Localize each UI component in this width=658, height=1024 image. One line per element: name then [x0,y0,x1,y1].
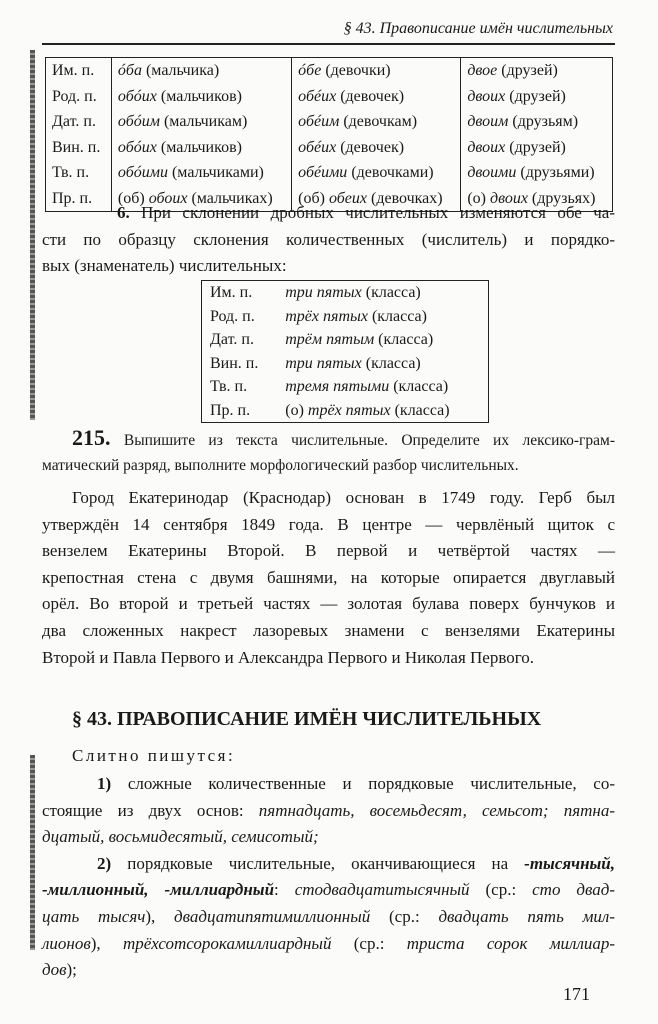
emphasis-text: óбе [298,62,322,79]
emphasis-text: обеих [328,189,367,207]
text-run: (ср.: [388,906,420,926]
text-run: два сложенных накрест лазоревых знамени с вензелями Екатерины [42,620,615,640]
emphasis-text: 2) [97,853,112,873]
declension-table-oba-dvoe [45,57,613,212]
case-label: Дат. п. [210,331,254,348]
text-run: (девочек) [340,138,405,156]
text-line [42,565,615,592]
text-run: (мальчика) [145,62,220,79]
text-line [42,227,615,254]
text-run: (мальчиков) [160,138,242,156]
table-cell [277,399,488,423]
text-run: (друзьям) [512,113,579,130]
text-run: (друзей) [509,87,566,105]
table-cell [277,305,488,329]
emphasis-text: цать тысяч [42,906,146,926]
text-run: Город Екатеринодар (Краснодар) основан в 1749 году. Герб был [72,488,615,507]
text-run: (класса) [371,307,427,325]
exercise-215 [42,424,615,480]
text-line [42,538,615,565]
case-label: Дат. п. [52,113,96,130]
text-line [42,591,615,618]
exercise-number: 215. [72,425,111,450]
emphasis-text: лионов [42,933,91,953]
page-number: 171 [563,984,590,1004]
text-run: вых (знаменатель) числительных: [42,256,287,276]
text-run: ); [66,960,77,980]
text-run: (мальчиками) [171,164,264,181]
text-line [42,771,615,798]
case-label: Им. п. [52,62,95,79]
text-run: (класса) [365,354,421,372]
table-row [202,305,489,329]
emphasis-text: -миллионный, -миллиардный [42,880,275,900]
text-line [42,877,615,904]
text-run: (мальчиков) [160,87,242,105]
case-label: Тв. п. [210,378,248,395]
emphasis-text: трёхсотсорокамиллиардный [122,933,332,953]
table-cell [277,281,488,305]
table-cell [277,328,488,352]
emphasis-text: óба [117,62,142,79]
case-label: Род. п. [210,307,255,325]
text-line [42,851,615,878]
text-line [42,200,615,227]
text-run: порядковые числительные, оканчивающиеся на [127,853,509,873]
table-row [202,352,489,376]
table-row [46,58,613,84]
table-cell [461,135,613,161]
emphasis-text: трём пятым [285,331,375,348]
text-run: (класса) [393,378,449,395]
emphasis-text: двое [467,62,498,79]
case-label: Вин. п. [52,138,101,156]
section-rules [42,771,615,984]
emphasis-text: трёх пятых [307,401,391,419]
text-line [42,485,615,512]
scan-margin-shadow [30,755,35,950]
text-run: (мальчикам) [163,113,248,130]
text-run: (ср.: [485,880,517,900]
emphasis-text: обóих [117,87,157,105]
table-row [46,135,613,161]
emphasis-text: обéих [298,87,337,105]
text-line [42,618,615,645]
text-run: сти по образцу склонения количественных (числитель) и порядко- [42,229,615,249]
text-run: крепостная стена с двумя башнями, на которые опирается двуглавый [42,567,615,587]
emphasis-text: обоих [148,189,188,207]
case-label: Тв. п. [52,164,90,181]
text-line [42,931,615,958]
rule-6-paragraph [42,200,615,280]
emphasis-text: обéими [298,164,348,181]
emphasis-text: дцатый, восьмидесятый, семисотый; [42,827,319,847]
table-cell [292,135,461,161]
running-header: § 43. Правописание имён числительных [343,20,613,37]
text-run: При склонении дробных числительных изменяются обе ча- [141,203,615,222]
text-run: (о) [285,401,304,419]
table-row [202,399,489,423]
text-run: (друзьями) [520,164,595,181]
header-rule [42,43,615,45]
text-line [42,824,615,851]
emphasis-text: 1) [97,774,112,793]
emphasis-text: обéим [298,113,340,130]
text-run: (девочек) [340,87,405,105]
text-run: Второй и Павла Первого и Александра Первого и Николая Первого. [42,647,535,667]
text-run: (девочках) [371,189,443,207]
emphasis-text: сто двад- [532,880,616,900]
case-label: Пр. п. [52,189,93,207]
emphasis-text: двоих [489,189,528,207]
text-run: (девочкам) [343,113,418,130]
emphasis-text: двадцать пять мил- [438,906,615,926]
emphasis-text: двоих [467,87,506,105]
table-row [46,109,613,135]
exercise-line [42,424,615,452]
text-run: (друзьях) [531,189,596,207]
table-row [202,281,489,305]
case-label: Род. п. [52,87,97,105]
case-label: Им. п. [210,284,253,301]
emphasis-text: обéих [298,138,337,156]
text-run: (об) [117,189,145,207]
table-row [46,84,613,110]
text-run: (класса) [378,331,434,348]
table-cell [461,109,613,135]
emphasis-text: тремя пятыми [285,378,390,395]
table-row [46,160,613,186]
text-run: сложные количественные и порядковые числительные, со- [127,774,616,793]
text-run: матический разряд, выполните морфологический разбор числительных. [42,457,519,474]
text-line [42,798,615,825]
declension-table-fractions [201,280,489,423]
table-cell [277,375,488,399]
exercise-text [42,485,615,671]
emphasis-text: три пятых [285,284,362,301]
section-subheading: Слитно пишутся: [72,746,236,765]
text-line [42,512,615,539]
text-run: вензелем Екатерины Второй. В первой и четвёртой частях — [42,541,615,561]
text-line [42,452,615,480]
table-cell [111,109,291,135]
text-line [42,904,615,931]
table-cell [292,84,461,110]
text-run: орёл. Во второй и третьей частях — золотая булава поверх бунчуков и [42,594,615,614]
emphasis-text: двоих [467,138,506,156]
text-run: Выпишите из текста числительные. Определите их лексико-грам- [123,432,615,449]
emphasis-text: стодвадцатитысячный [294,880,470,900]
emphasis-text: обóим [117,113,160,130]
emphasis-text: триста сорок миллиар- [406,933,616,953]
table-cell [461,58,613,84]
table-cell [111,84,291,110]
text-run: (о) [467,189,486,207]
text-run: (класса) [394,401,450,419]
case-label: Вин. п. [210,354,259,372]
emphasis-text: двоим [467,113,509,130]
text-run: (девочками) [351,164,434,181]
scan-margin-shadow [30,50,35,420]
table-row [202,375,489,399]
table-cell [461,160,613,186]
text-run: (об) [298,189,325,207]
text-line [42,253,615,280]
section-heading: § 43. ПРАВОПИСАНИЕ ИМЁН ЧИСЛИТЕЛЬНЫХ [72,708,542,730]
emphasis-text: три пятых [285,354,362,372]
text-run: (друзей) [509,138,566,156]
text-run: (друзей) [501,62,558,79]
table-cell [111,160,291,186]
emphasis-text: дов [42,960,67,980]
table-cell [111,135,291,161]
emphasis-text: обóими [117,164,168,181]
text-run: утверждён 14 сентября 1849 года. В центре — червлёный щиток с [42,514,615,534]
text-run: (класса) [365,284,421,301]
emphasis-text: обóих [117,138,157,156]
text-run: (мальчиках) [191,189,273,207]
emphasis-text: пятнадцать, восемьдесят, семьсот; пятна- [258,800,615,820]
table-cell [292,109,461,135]
emphasis-text: -тысячный, [524,853,616,873]
text-line [42,645,615,672]
text-run: (девочки) [325,62,391,79]
table-cell [292,160,461,186]
emphasis-text: 6. [117,203,130,222]
table-cell [277,352,488,376]
text-run: : [274,880,279,900]
emphasis-text: двоими [467,164,517,181]
table-row [202,328,489,352]
text-run: ), [90,933,101,953]
text-line [42,957,615,984]
text-run: стоящие из двух основ: [42,800,244,820]
table-cell [292,58,461,84]
case-label: Пр. п. [210,401,251,419]
emphasis-text: двадцатипятимиллионный [174,906,371,926]
table-cell [461,84,613,110]
table-cell [111,58,291,84]
text-run: (ср.: [353,933,385,953]
emphasis-text: трёх пятых [285,307,368,325]
text-run: ), [145,906,156,926]
